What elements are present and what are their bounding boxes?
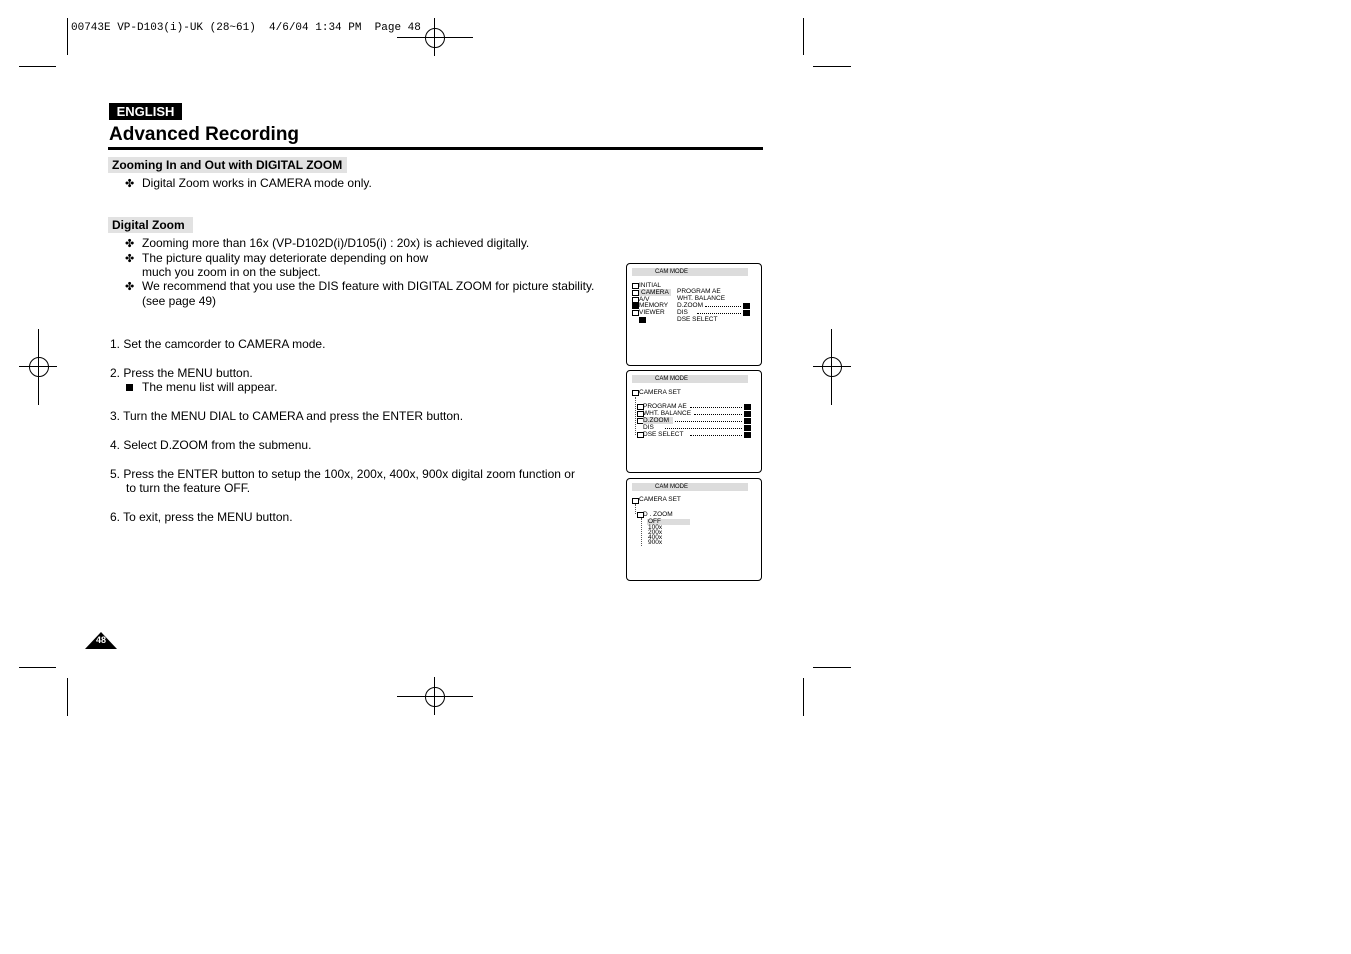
crop-mark (67, 18, 68, 55)
registration-mark (425, 28, 445, 48)
option-item: 900x (648, 539, 663, 546)
value-icon (743, 310, 750, 316)
bullet-symbol: ✤ (125, 238, 135, 250)
step-text: 5. Press the ENTER button to setup the 100x, 200x, 400x, 900x digital zoom function or (110, 467, 575, 481)
menu-screen-3 (626, 478, 762, 581)
crop-mark (813, 667, 851, 668)
bullet-text: much you zoom in on the subject. (142, 265, 321, 279)
registration-mark (425, 687, 445, 707)
section-heading-digital-zoom: Digital Zoom (108, 217, 193, 233)
folder-icon (632, 283, 639, 289)
panel-title: CAMERA SET (639, 496, 681, 503)
crop-mark (19, 667, 56, 668)
menu-screen-1 (626, 263, 762, 366)
bullet-text: We recommend that you use the DIS feature with DIGITAL ZOOM for picture stability. (142, 279, 595, 293)
camera-icon (632, 390, 639, 396)
step-text: to turn the feature OFF. (126, 481, 251, 495)
menu-item-selected: D.ZOOM (643, 417, 673, 424)
value-icon (744, 432, 751, 438)
step-text: 3. Turn the MENU DIAL to CAMERA and press the ENTER button. (110, 409, 464, 423)
bullet-symbol: ✤ (125, 253, 135, 265)
panel-header: CAM MODE (632, 483, 748, 491)
step-text: The menu list will appear. (142, 380, 278, 394)
option-item: 200x (648, 529, 663, 536)
submenu-item: DIS (677, 309, 688, 316)
tree-line (635, 504, 636, 514)
title-rule (108, 147, 763, 150)
menu-item: DIS (643, 424, 654, 431)
menu-screen-2 (626, 370, 762, 473)
square-bullet (126, 384, 133, 391)
language-tab: ENGLISH (109, 103, 182, 120)
crop-mark (803, 678, 804, 716)
leader-dots (665, 428, 742, 429)
registration-mark (38, 329, 39, 405)
crop-mark (803, 18, 804, 55)
leader-dots (697, 313, 741, 314)
menu-item: D . ZOOM (643, 511, 673, 518)
panel-title: CAMERA SET (639, 389, 681, 396)
tree-line (641, 518, 642, 546)
step-text: 2. Press the MENU button. (110, 366, 253, 380)
leader-dots (690, 435, 742, 436)
bullet-text: Digital Zoom works in CAMERA mode only. (142, 176, 372, 190)
page-number: 48 (95, 635, 106, 645)
value-icon (744, 411, 751, 417)
step-text: 1. Set the camcorder to CAMERA mode. (110, 337, 326, 351)
step-text: 6. To exit, press the MENU button. (110, 510, 293, 524)
registration-mark (397, 696, 473, 697)
leader-dots (690, 407, 742, 408)
crop-mark (813, 66, 851, 67)
menu-item-selected: CAMERA (641, 289, 669, 296)
submenu-item: D.ZOOM (677, 302, 703, 309)
leader-dots (694, 414, 742, 415)
option-item: 400x (648, 534, 663, 541)
bullet-symbol: ✤ (125, 178, 135, 190)
return-icon (639, 317, 646, 323)
value-icon (744, 404, 751, 410)
option-item-selected: OFF (648, 518, 661, 525)
submenu-item: WHT. BALANCE (677, 295, 726, 302)
registration-mark (822, 357, 842, 377)
registration-mark (397, 37, 473, 38)
menu-item: MEMORY (639, 302, 669, 309)
section-heading-zoom: Zooming In and Out with DIGITAL ZOOM (108, 157, 347, 173)
leader-dots (705, 306, 741, 307)
menu-item: PROGRAM AE (643, 403, 687, 410)
submenu-item: DSE SELECT (677, 316, 718, 323)
viewer-icon (632, 310, 639, 316)
step-text: 4. Select D.ZOOM from the submenu. (110, 438, 312, 452)
registration-mark (29, 357, 49, 377)
crop-mark (19, 66, 56, 67)
registration-mark (19, 366, 57, 367)
panel-header: CAM MODE (632, 375, 748, 383)
submenu-item: PROGRAM AE (677, 288, 721, 295)
panel-header: CAM MODE (632, 268, 748, 276)
menu-item: A/V (639, 296, 650, 303)
registration-mark (831, 329, 832, 405)
menu-item: VIEWER (639, 309, 665, 316)
memory-icon (632, 303, 639, 309)
menu-item: INITIAL (639, 282, 662, 289)
bullet-symbol: ✤ (125, 281, 135, 293)
tree-line (635, 397, 636, 435)
bullet-text: The picture quality may deteriorate depending on how (142, 251, 429, 265)
menu-item: WHT. BALANCE (643, 410, 692, 417)
crop-mark (67, 678, 68, 716)
bullet-text: (see page 49) (142, 294, 217, 308)
registration-mark (813, 366, 851, 367)
value-icon (743, 303, 750, 309)
leader-dots (675, 421, 742, 422)
option-item: 100x (648, 524, 663, 531)
page-title: Advanced Recording (109, 124, 300, 145)
camera-icon (632, 290, 639, 296)
value-icon (744, 418, 751, 424)
value-icon (744, 425, 751, 431)
bullet-text: Zooming more than 16x (VP-D102D(i)/D105(i) : 20x) is achieved digitally. (142, 236, 530, 250)
menu-item: DSE SELECT (643, 431, 684, 438)
print-header: 00743E VP-D103(i)-UK (28~61) 4/6/04 1:34 PM Page 48 (71, 22, 421, 34)
